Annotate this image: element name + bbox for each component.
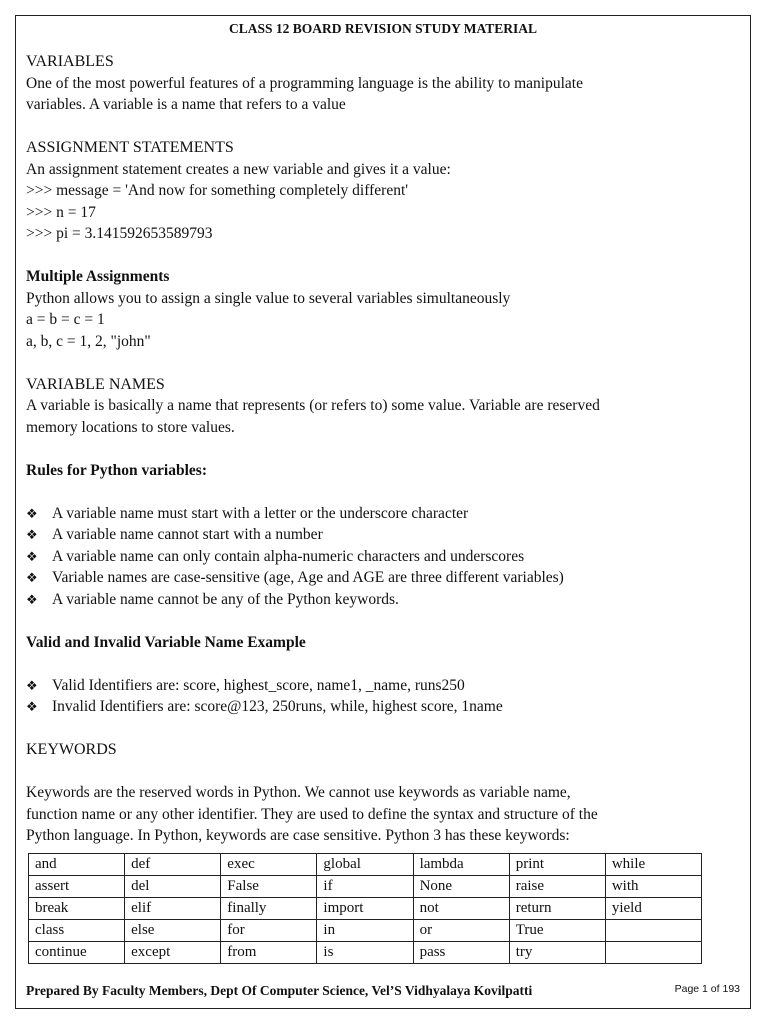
table-cell: try	[509, 941, 605, 963]
table-cell: def	[125, 853, 221, 875]
keywords-heading: KEYWORDS	[26, 741, 117, 758]
paragraph-line: Python language. In Python, keywords are case sensitive. Python 3 has these keywords:	[26, 827, 570, 844]
table-cell: except	[125, 941, 221, 963]
table-cell: pass	[413, 941, 509, 963]
list-item: ❖ Variable names are case-sensitive (age, Age and AGE are three different variables)	[26, 567, 742, 589]
keywords-table	[28, 853, 702, 964]
table-cell: lambda	[413, 853, 509, 875]
table-row	[29, 875, 702, 897]
table-cell: global	[317, 853, 413, 875]
list-item: ❖ A variable name cannot start with a number	[26, 524, 742, 546]
examples-list	[26, 675, 742, 718]
list-item: ❖ A variable name cannot be any of the Python keywords.	[26, 589, 742, 611]
table-cell: continue	[29, 941, 125, 963]
code-line: >>> message = 'And now for something completely different'	[26, 182, 409, 199]
table-cell: with	[605, 875, 701, 897]
variable-names-heading: VARIABLE NAMES	[26, 375, 165, 393]
page-footer	[26, 982, 742, 1000]
table-cell: while	[605, 853, 701, 875]
table-cell: False	[221, 875, 317, 897]
rules-list	[26, 503, 742, 611]
table-cell: print	[509, 853, 605, 875]
code-line: >>> n = 17	[26, 203, 96, 221]
assignment-heading: ASSIGNMENT STATEMENTS	[26, 139, 234, 156]
table-cell: not	[413, 897, 509, 919]
table-cell: import	[317, 897, 413, 919]
table-cell: None	[413, 875, 509, 897]
table-cell	[605, 941, 701, 963]
paragraph-line: A variable is basically a name that represents (or refers to) some value. Variable are reserved	[26, 397, 600, 414]
table-row	[29, 941, 702, 963]
rules-heading: Rules for Python variables:	[26, 461, 207, 479]
table-cell: True	[509, 919, 605, 941]
document-body	[26, 51, 742, 964]
table-cell	[605, 919, 701, 941]
table-cell: yield	[605, 897, 701, 919]
paragraph-line: variables. A variable is a name that refers to a value	[26, 96, 346, 113]
table-cell: assert	[29, 875, 125, 897]
code-line: a, b, c = 1, 2, "john"	[26, 332, 151, 350]
examples-heading: Valid and Invalid Variable Name Example	[26, 633, 306, 651]
table-cell: finally	[221, 897, 317, 919]
paragraph-line: function name or any other identifier. They are used to define the syntax and structure of the	[26, 805, 598, 823]
table-cell: exec	[221, 853, 317, 875]
paragraph-line: memory locations to store values.	[26, 418, 235, 436]
table-cell: or	[413, 919, 509, 941]
table-row	[29, 853, 702, 875]
table-cell: return	[509, 897, 605, 919]
table-cell: is	[317, 941, 413, 963]
list-item: ❖ A variable name can only contain alpha-numeric characters and underscores	[26, 546, 742, 568]
table-cell: raise	[509, 875, 605, 897]
paragraph-line: Python allows you to assign a single value to several variables simultaneously	[26, 289, 511, 307]
page-number: Page 1 of 193	[674, 983, 740, 995]
table-cell: break	[29, 897, 125, 919]
page-title: CLASS 12 BOARD REVISION STUDY MATERIAL	[229, 21, 537, 36]
page-frame	[15, 15, 751, 1009]
list-item: ❖ Invalid Identifiers are: score@123, 250runs, while, highest score, 1name	[26, 696, 742, 718]
table-cell: if	[317, 875, 413, 897]
table-cell: and	[29, 853, 125, 875]
table-row	[29, 897, 702, 919]
variables-heading: VARIABLES	[26, 53, 114, 70]
list-item: ❖ A variable name must start with a letter or the underscore character	[26, 503, 742, 525]
table-cell: class	[29, 919, 125, 941]
code-line: >>> pi = 3.141592653589793	[26, 225, 213, 242]
list-item: ❖ Valid Identifiers are: score, highest_score, name1, _name, runs250	[26, 675, 742, 697]
table-cell: del	[125, 875, 221, 897]
paragraph-line: One of the most powerful features of a programming language is the ability to manipulate	[26, 74, 583, 92]
table-cell: elif	[125, 897, 221, 919]
table-cell: in	[317, 919, 413, 941]
table-cell: for	[221, 919, 317, 941]
paragraph-line: Keywords are the reserved words in Python. We cannot use keywords as variable name,	[26, 784, 571, 801]
multiple-assignments-heading: Multiple Assignments	[26, 268, 170, 285]
paragraph-line: An assignment statement creates a new variable and gives it a value:	[26, 160, 451, 178]
table-cell: else	[125, 919, 221, 941]
footer-credit: Prepared By Faculty Members, Dept Of Computer Science, Vel’S Vidhyalaya Kovilpatti	[26, 983, 533, 998]
code-line: a = b = c = 1	[26, 311, 105, 328]
table-cell: from	[221, 941, 317, 963]
table-row	[29, 919, 702, 941]
